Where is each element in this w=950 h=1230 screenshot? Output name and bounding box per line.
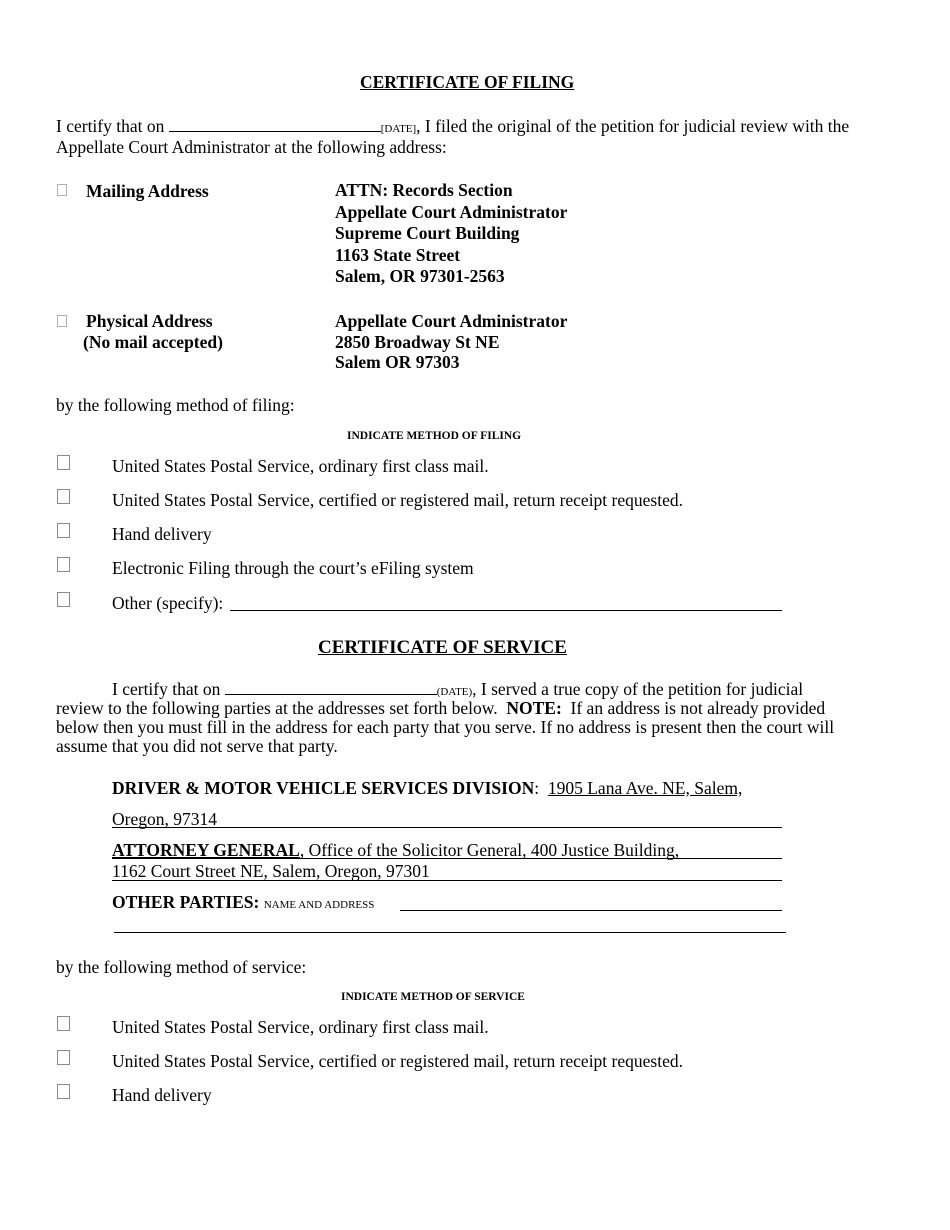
filing-date-blank[interactable]: [169, 117, 381, 132]
filing-certify-line2: Appellate Court Administrator at the following address:: [56, 137, 447, 157]
filing-method-label: United States Postal Service, certified or registered mail, return receipt requested.: [112, 490, 683, 510]
other-parties-input-line[interactable]: [400, 910, 782, 911]
service-method-label: United States Postal Service, certified or registered mail, return receipt requested.: [112, 1051, 683, 1071]
service-method-checkbox[interactable]: [57, 1084, 70, 1099]
service-certify-line4: assume that you did not serve that party.: [56, 736, 338, 756]
dmv-address-underline: [112, 827, 782, 828]
service-certify-suffix: , I served a true copy of the petition for judicial: [472, 679, 804, 699]
filing-method-label: Electronic Filing through the court’s eFiling system: [112, 558, 474, 578]
mailing-address-line: Supreme Court Building: [335, 223, 520, 243]
filing-method-checkbox[interactable]: [57, 455, 70, 470]
ag-address-1: , Office of the Solicitor General, 400 Justice Building,: [299, 840, 680, 860]
other-parties-input-line-2[interactable]: [114, 932, 786, 933]
service-date-blank[interactable]: [225, 680, 437, 695]
filing-method-label: Other (specify):: [112, 593, 224, 613]
dmv-sep: :: [534, 778, 548, 798]
filing-method-checkbox[interactable]: [57, 523, 70, 538]
mailing-address-label: Mailing Address: [86, 181, 209, 201]
other-specify-line[interactable]: [230, 610, 782, 611]
mailing-address-line: Salem, OR 97301-2563: [335, 266, 505, 286]
other-parties-label: OTHER PARTIES:: [112, 892, 260, 912]
service-certify-line2: [56, 698, 825, 719]
filing-method-heading: INDICATE METHOD OF FILING: [347, 430, 522, 442]
filing-method-intro: by the following method of filing:: [56, 395, 295, 415]
filing-certify-line: [56, 116, 849, 137]
ag-address-2: 1162 Court Street NE, Salem, Oregon, 97301: [112, 861, 430, 881]
mailing-address-line: ATTN: Records Section: [335, 180, 513, 200]
ag-name: ATTORNEY GENERAL: [112, 840, 300, 860]
service-certify-line3: below then you must fill in the address for each party that you serve. If no address is present then the court will: [56, 717, 835, 737]
dmv-address-2: Oregon, 97314: [112, 809, 217, 829]
filing-method-label: Hand delivery: [112, 524, 212, 544]
service-certify-line: [112, 679, 803, 700]
service-line2-b: If an address is not already provided: [561, 698, 826, 718]
service-method-intro: by the following method of service:: [56, 957, 307, 977]
mailing-address-checkbox[interactable]: [57, 184, 67, 196]
filing-method-checkbox[interactable]: [57, 489, 70, 504]
physical-address-line: 2850 Broadway St NE: [335, 332, 500, 352]
physical-address-label: Physical Address: [86, 311, 213, 331]
dmv-address-1: 1905 Lana Ave. NE, Salem,: [547, 778, 743, 798]
filing-method-label: United States Postal Service, ordinary first class mail.: [112, 456, 489, 476]
physical-address-line: Salem OR 97303: [335, 352, 460, 372]
other-parties-hint: NAME AND ADDRESS: [263, 899, 375, 911]
service-certify-prefix: I certify that on: [112, 679, 221, 699]
service-method-label: United States Postal Service, ordinary first class mail.: [112, 1017, 489, 1037]
physical-address-sublabel: (No mail accepted): [83, 332, 223, 352]
service-method-label: Hand delivery: [112, 1085, 212, 1105]
physical-address-line: Appellate Court Administrator: [335, 311, 568, 331]
other-parties-line: [112, 892, 374, 913]
service-line2-a: review to the following parties at the addresses set forth below.: [56, 698, 507, 718]
mailing-address-line: Appellate Court Administrator: [335, 202, 568, 222]
filing-certify-prefix: I certify that on: [56, 116, 165, 136]
filing-date-tag: [DATE]: [380, 123, 417, 135]
service-method-checkbox[interactable]: [57, 1016, 70, 1031]
ag-line1-underline: [112, 858, 782, 859]
ag-line2-underline: [112, 880, 782, 881]
dmv-name: DRIVER & MOTOR VEHICLE SERVICES DIVISION: [112, 778, 535, 798]
service-title: CERTIFICATE OF SERVICE: [318, 637, 567, 658]
service-date-tag: (DATE): [436, 686, 473, 698]
physical-address-checkbox[interactable]: [57, 315, 67, 327]
mailing-address-line: 1163 State Street: [335, 245, 461, 265]
service-method-heading: INDICATE METHOD OF SERVICE: [341, 991, 525, 1003]
filing-method-checkbox[interactable]: [57, 592, 70, 607]
filing-method-checkbox[interactable]: [57, 557, 70, 572]
filing-title: CERTIFICATE OF FILING: [360, 72, 575, 92]
service-method-checkbox[interactable]: [57, 1050, 70, 1065]
dmv-party-line1: [112, 778, 742, 799]
service-note-label: NOTE:: [506, 698, 562, 718]
filing-certify-suffix: , I filed the original of the petition for judicial review with the: [416, 116, 850, 136]
